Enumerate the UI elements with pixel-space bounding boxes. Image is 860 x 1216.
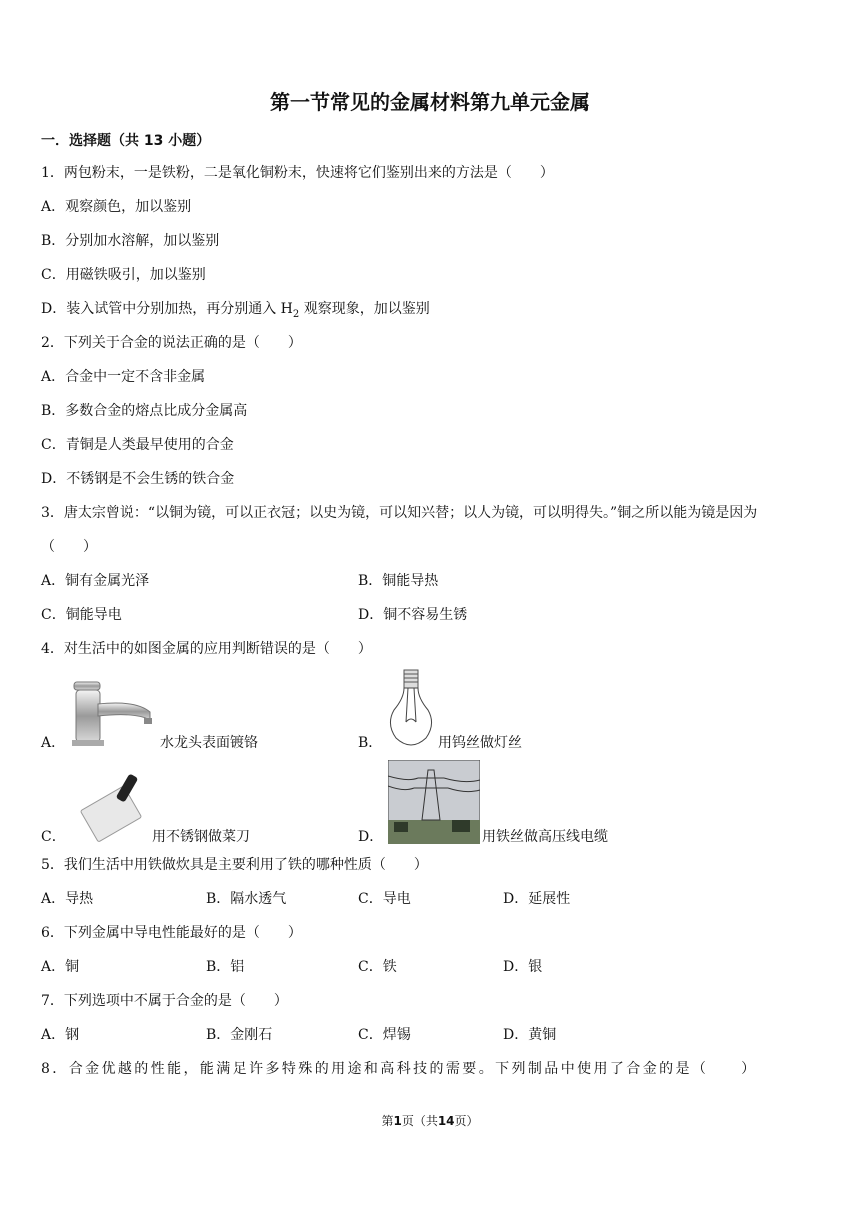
cleaver-knife-image — [66, 766, 152, 846]
question-7-option-b: B．金刚石 — [206, 1027, 273, 1043]
question-1-option-d-text-end: 观察现象，加以鉴别 — [299, 301, 430, 317]
question-1-stem: 1．两包粉末，一是铁粉，二是氧化铜粉末，快速将它们鉴别出来的方法是（ ） — [41, 165, 554, 181]
question-5-option-a: A．导热 — [41, 891, 94, 907]
page-footer — [0, 1112, 860, 1129]
question-2-option-b: B．多数合金的熔点比成分金属高 — [41, 403, 248, 419]
question-3-option-b: B．铜能导热 — [358, 573, 439, 589]
question-5-option-c: C．导电 — [358, 891, 411, 907]
question-1-option-d-text: D．装入试管中分别加热，再分别通入 H — [41, 301, 293, 317]
question-4-option-c-text: 用不锈钢做菜刀 — [152, 829, 250, 845]
question-4-option-b-text: 用钨丝做灯丝 — [438, 735, 522, 751]
footer-page-number: 1 — [393, 1114, 402, 1128]
question-1-option-a: A．观察颜色，加以鉴别 — [41, 199, 192, 215]
question-3-stem: 3．唐太宗曾说：“以铜为镜，可以正衣冠；以史为镜，可以知兴替；以人为镜，可以明得失。”铜之所以能为镜是因为 — [41, 505, 758, 521]
subscript-2: 2 — [292, 308, 300, 320]
section-heading: 一．选择题（共 13 小题） — [41, 133, 211, 149]
question-6-option-d: D．银 — [503, 959, 543, 975]
question-7-option-c: C．焊锡 — [358, 1027, 411, 1043]
question-5-option-b: B．隔水透气 — [206, 891, 287, 907]
question-6-stem: 6．下列金属中导电性能最好的是（ ） — [41, 925, 302, 941]
question-1-option-b: B．分别加水溶解，加以鉴别 — [41, 233, 220, 249]
question-5-option-d: D．延展性 — [503, 891, 571, 907]
question-6-option-c: C．铁 — [358, 959, 397, 975]
question-2-option-a: A．合金中一定不含非金属 — [41, 369, 206, 385]
footer-total-pages: 14 — [437, 1114, 455, 1128]
question-3-paren: （ ） — [41, 539, 97, 555]
question-3-option-d: D．铜不容易生锈 — [358, 607, 468, 623]
question-6-option-a: A．铜 — [41, 959, 80, 975]
question-5-stem: 5．我们生活中用铁做炊具是主要利用了铁的哪种性质（ ） — [41, 857, 428, 873]
light-bulb-image — [386, 668, 436, 750]
question-3-option-a: A．铜有金属光泽 — [41, 573, 150, 589]
question-4-option-a-text: 水龙头表面镀铬 — [160, 735, 258, 751]
footer-prefix: 第 — [381, 1114, 394, 1128]
footer-middle: 页（共 — [401, 1114, 438, 1128]
faucet-image — [66, 678, 156, 748]
power-line-image — [388, 760, 480, 844]
question-1-option-c: C．用磁铁吸引，加以鉴别 — [41, 267, 206, 283]
question-8-stem: 8．合金优越的性能，能满足许多特殊的用途和高科技的需要。下列制品中使用了合金的是（ ） — [41, 1061, 758, 1077]
question-2-option-c: C．青铜是人类最早使用的合金 — [41, 437, 234, 453]
question-4-option-d-text: 用铁丝做高压线电缆 — [482, 829, 608, 845]
question-3-option-c: C．铜能导电 — [41, 607, 122, 623]
question-1-option-d — [41, 300, 430, 324]
question-6-option-b: B．铝 — [206, 959, 245, 975]
question-7-option-a: A．钢 — [41, 1027, 80, 1043]
footer-suffix: 页） — [454, 1114, 479, 1128]
question-4-option-a-letter: A． — [41, 735, 66, 751]
question-7-stem: 7．下列选项中不属于合金的是（ ） — [41, 993, 288, 1009]
question-4-stem: 4．对生活中的如图金属的应用判断错误的是（ ） — [41, 641, 372, 657]
question-2-option-d: D．不锈钢是不会生锈的铁合金 — [41, 471, 235, 487]
question-4-option-d-letter: D． — [358, 829, 384, 845]
question-4-option-b-letter: B． — [358, 735, 383, 751]
question-4-option-c-letter: C． — [41, 829, 66, 845]
question-2-stem: 2．下列关于合金的说法正确的是（ ） — [41, 335, 302, 351]
page-title: 第一节常见的金属材料第九单元金属 — [270, 90, 590, 114]
question-7-option-d: D．黄铜 — [503, 1027, 557, 1043]
